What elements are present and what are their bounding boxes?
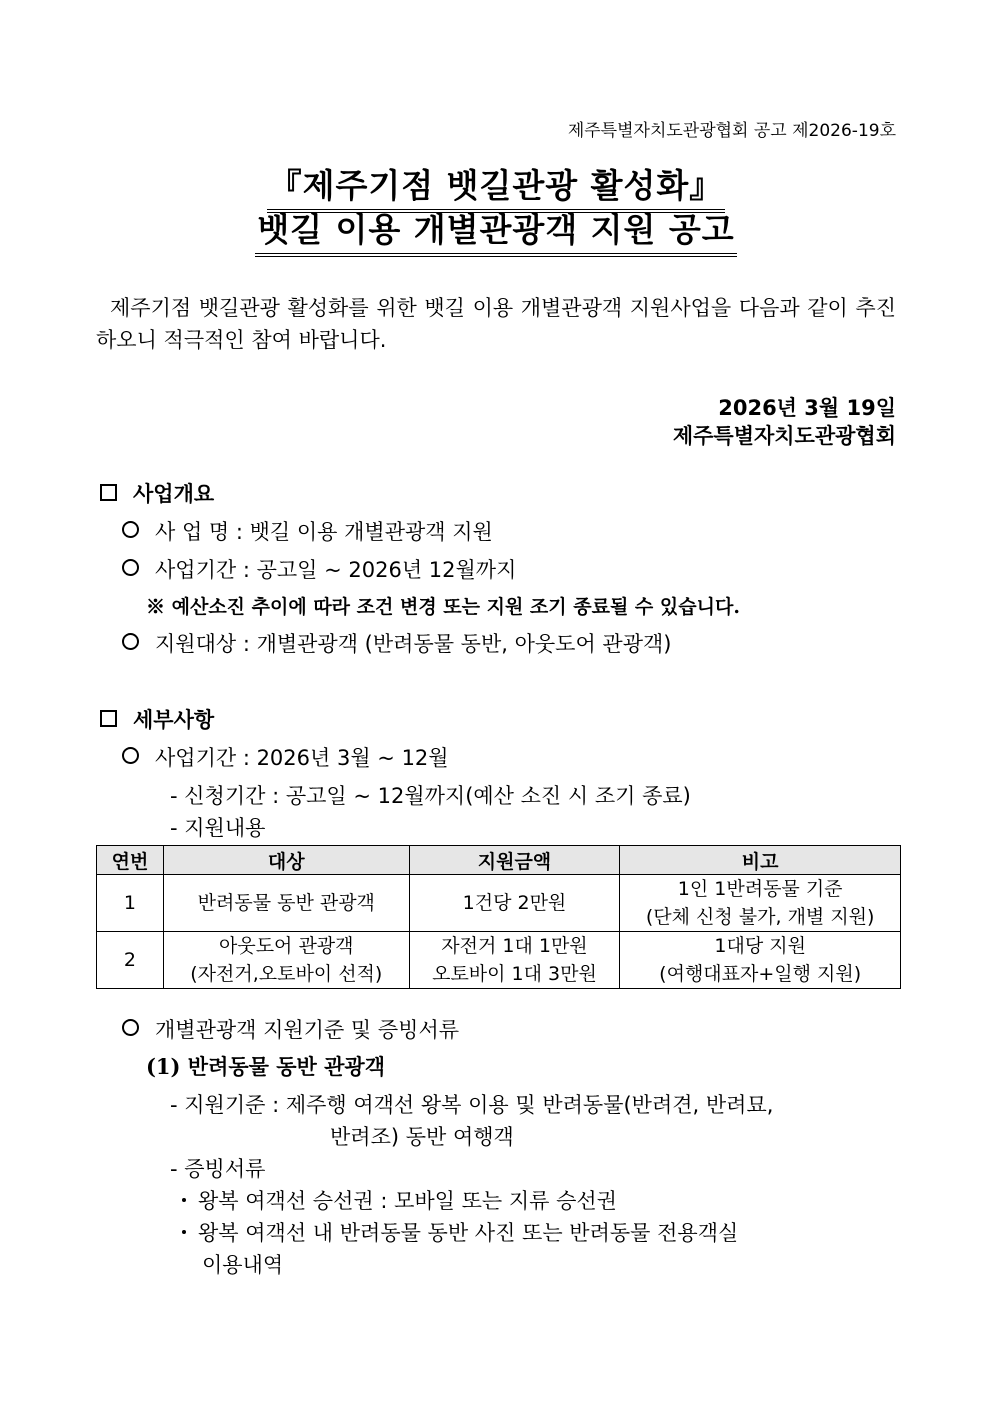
cell-no: 2 (97, 932, 164, 989)
title-text-1: 『제주기점 뱃길관광 활성화』 (267, 160, 726, 213)
cell-remark (620, 875, 901, 932)
overview-item-text: 지원대상 : 개별관광객 (반려동물 동반, 아웃도어 관광객) (155, 632, 672, 656)
cell-line: 1인 1반려동물 기준 (677, 878, 843, 900)
pet-criteria-line-2: 반려조) 동반 여행객 (330, 1125, 514, 1149)
col-header-no: 연번 (97, 846, 164, 875)
cell-line: 반려동물 동반 관광객 (197, 892, 375, 914)
col-header-remark: 비고 (620, 846, 901, 875)
square-bullet-icon (100, 710, 117, 727)
dot-bullet-icon (182, 1198, 186, 1202)
overview-heading (100, 478, 214, 508)
cell-line: 1건당 2만원 (462, 892, 567, 914)
cell-line: 1대당 지원 (714, 935, 806, 957)
pet-criteria-line-1: - 지원기준 : 제주행 여객선 왕복 이용 및 반려동물(반려견, 반려묘, (170, 1093, 774, 1117)
circle-bullet-icon (122, 521, 139, 538)
details-heading-text: 세부사항 (133, 708, 215, 732)
circle-bullet-icon (122, 559, 139, 576)
circle-bullet-icon (122, 633, 139, 650)
intro-paragraph: 제주기점 뱃길관광 활성화를 위한 뱃길 이용 개별관광객 지원사업을 다음과 같이 추진하오니 적극적인 참여 바랍니다. (96, 296, 896, 352)
details-period-text: 사업기간 : 2026년 3월 ~ 12월 (155, 746, 449, 770)
table-row (97, 875, 901, 932)
details-heading (100, 704, 214, 734)
cell-line: (단체 신청 불가, 개별 지원) (645, 906, 875, 928)
doc-item (182, 1185, 617, 1215)
notice-number: 제주특별자치도관광협회 공고 제2026-19호 (567, 121, 896, 141)
apply-period: - 신청기간 : 공고일 ~ 12월까지(예산 소진 시 조기 종료) (170, 784, 691, 808)
doc-item-text: 왕복 여객선 승선권 : 모바일 또는 지류 승선권 (198, 1189, 617, 1213)
dot-bullet-icon (182, 1230, 186, 1234)
support-table (96, 845, 901, 989)
doc-item-continued: 이용내역 (202, 1253, 284, 1277)
overview-heading-text: 사업개요 (133, 482, 215, 506)
details-period (122, 742, 449, 772)
table-header-row (97, 846, 901, 875)
cell-amount (409, 875, 620, 932)
cell-amount (409, 932, 620, 989)
cell-line: 오토바이 1대 3만원 (432, 963, 597, 985)
overview-item (122, 516, 493, 546)
overview-item (122, 628, 671, 658)
cell-remark (620, 932, 901, 989)
cell-line: 아웃도어 관광객 (219, 935, 354, 957)
overview-item-text: 사업기간 : 공고일 ~ 2026년 12월까지 (155, 558, 517, 582)
title-line-2 (0, 204, 992, 257)
cell-target (163, 875, 409, 932)
issuer: 제주특별자치도관광협회 (672, 424, 896, 448)
doc-item (182, 1217, 738, 1247)
cell-line: 자전거 1대 1만원 (441, 935, 588, 957)
docs-label: - 증빙서류 (170, 1157, 266, 1181)
cell-line: (여행대표자+일행 지원) (659, 963, 862, 985)
pet-heading: (1) 반려동물 동반 관광객 (146, 1054, 385, 1079)
overview-item (122, 554, 516, 584)
col-header-target: 대상 (163, 846, 409, 875)
circle-bullet-icon (122, 1019, 139, 1036)
issue-date: 2026년 3월 19일 (718, 396, 896, 420)
overview-item-text: 사 업 명 : 뱃길 이용 개별관광객 지원 (155, 520, 493, 544)
circle-bullet-icon (122, 747, 139, 764)
cell-target (163, 932, 409, 989)
square-bullet-icon (100, 484, 117, 501)
col-header-amount: 지원금액 (409, 846, 620, 875)
cell-no: 1 (97, 875, 164, 932)
title-text-2: 뱃길 이용 개별관광객 지원 공고 (255, 204, 736, 257)
criteria-heading-text: 개별관광객 지원기준 및 증빙서류 (155, 1018, 460, 1042)
doc-item-text: 왕복 여객선 내 반려동물 동반 사진 또는 반려동물 전용객실 (198, 1221, 739, 1245)
criteria-heading (122, 1014, 459, 1044)
overview-note: ※ 예산소진 추이에 따라 조건 변경 또는 지원 조기 종료될 수 있습니다. (146, 596, 740, 618)
support-label: - 지원내용 (170, 816, 266, 840)
cell-line: (자전거,오토바이 선적) (190, 963, 383, 985)
table-row (97, 932, 901, 989)
